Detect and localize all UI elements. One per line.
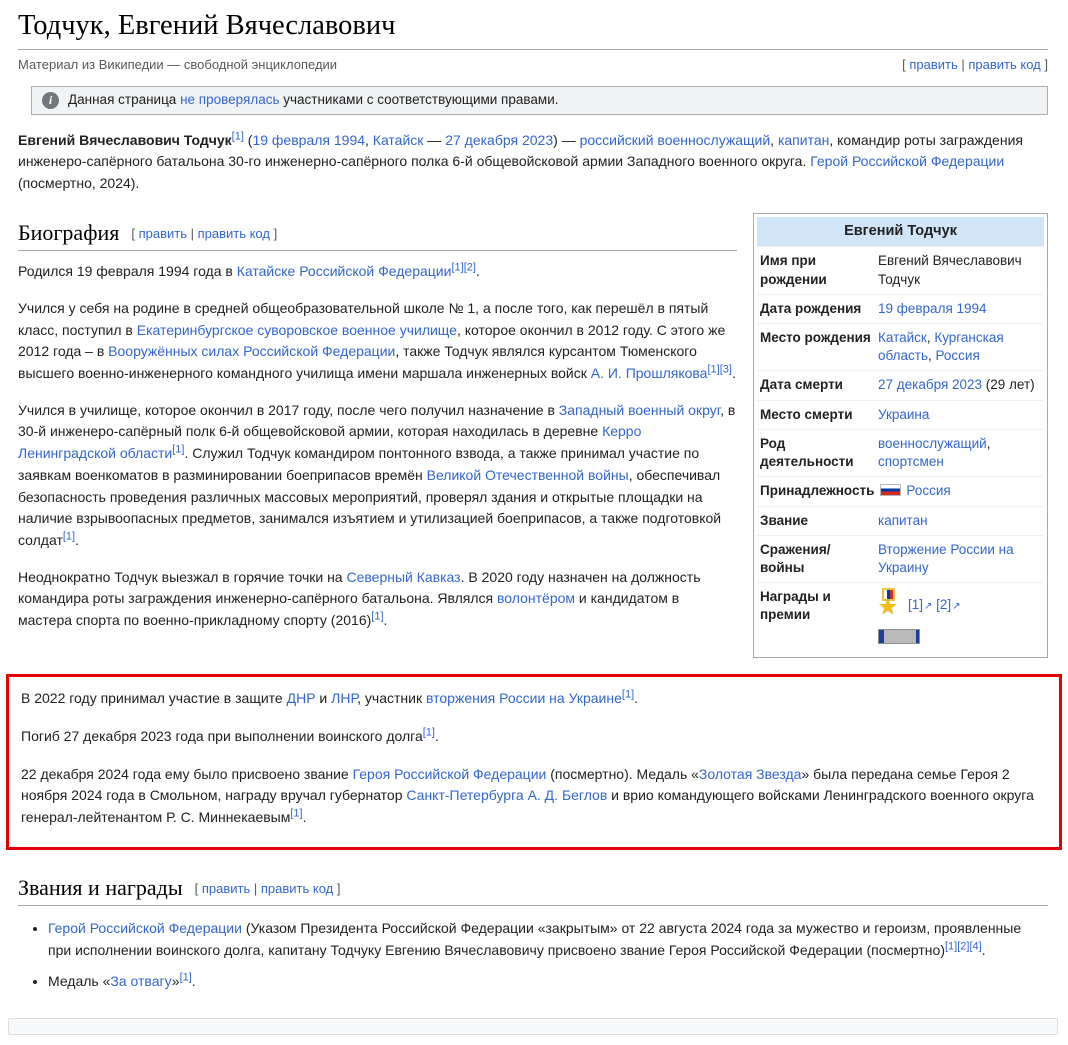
- text: .: [191, 972, 196, 989]
- reference-superscript: [180, 971, 192, 983]
- wiki-link[interactable]: Западный военный округ: [558, 401, 721, 418]
- page-title: Тодчук, Евгений Вячеславович: [18, 8, 1048, 50]
- text: (29 лет): [982, 377, 1035, 393]
- text: .: [75, 531, 79, 548]
- infobox: [753, 213, 1048, 659]
- text: , в 30-й инженеро-сапёрный полк 6-й общевойсковой армии, которая находилась в деревне: [18, 401, 736, 440]
- reference-link[interactable]: [1]: [231, 130, 244, 143]
- wiki-link[interactable]: российский военнослужащий: [579, 131, 771, 148]
- infobox-field-value: [878, 252, 1041, 288]
- section-heading-biography: [18, 219, 737, 252]
- highlighted-paragraph: [21, 726, 1046, 748]
- reference-link[interactable]: [1]: [621, 688, 635, 701]
- text: участниками с соответствующими правами.: [279, 91, 559, 107]
- text: Евгений Вячеславович Тодчук: [878, 253, 1022, 287]
- text: .: [981, 942, 986, 959]
- infobox-row: [757, 400, 1044, 429]
- infobox-field-value: [878, 588, 1041, 649]
- text: .: [475, 263, 480, 280]
- wiki-link[interactable]: Катайск: [372, 131, 424, 148]
- wiki-link[interactable]: капитан: [878, 512, 928, 528]
- text: , участник: [357, 690, 426, 707]
- medal-za-otvagu-ribbon-icon: [878, 629, 920, 644]
- wiki-link[interactable]: Герой Российской Федерации: [48, 920, 242, 937]
- text: и врио командующего войсками Ленинградского военного округа генерал-лейтенантом Р. С. Миннекаевым: [21, 787, 1034, 826]
- reference-link[interactable]: [1]: [371, 610, 384, 623]
- highlighted-paragraph: [21, 688, 1046, 710]
- wiki-link[interactable]: А. Д. Беглов: [527, 787, 608, 804]
- wiki-link[interactable]: Вторжение России на Украину: [878, 541, 1014, 575]
- wiki-link[interactable]: Ленинградской области: [18, 445, 173, 462]
- reference-superscript: [371, 610, 383, 622]
- infobox-field-value: [878, 329, 1041, 365]
- reference-superscript: [63, 530, 75, 542]
- infobox-field-label: Звание: [760, 512, 809, 528]
- bracket: [: [131, 225, 139, 241]
- wiki-link[interactable]: Керро: [602, 423, 642, 440]
- text: , командир роты заграждения инженеро-сапёрного батальона 30-го инженерно-сапёрного полка 6-й общевойсковой армии Западного военного округа.: [18, 131, 1023, 170]
- hero-of-russia-gold-star-icon: [878, 588, 900, 622]
- text: (Указом Президента Российской Федерации «закрытым» от 22 августа 2024 года за мужество и героизм, проявленные при исполнении воинского долга, капитану Тодчуку Евгению Вячеславовичу присвоено звание Героя Российской Федерации (посмертно): [48, 920, 1022, 959]
- infobox-field-value: [878, 376, 1041, 394]
- text: Погиб 27 декабря 2023 года при выполнении воинского долга: [21, 728, 423, 745]
- russia-flag-icon: [880, 484, 901, 496]
- reference-superscript: [232, 130, 244, 142]
- text: ,: [365, 131, 373, 148]
- reference-link[interactable]: [1]: [422, 726, 435, 739]
- reference-link[interactable]: [1]: [707, 363, 720, 376]
- reference-superscript: [720, 363, 732, 375]
- text: и кандидатом в мастера спорта по военно-прикладному спорту (2016): [18, 590, 680, 628]
- text: Неоднократно Тодчук выезжал в горячие точки на: [18, 568, 347, 585]
- wiki-link[interactable]: Екатеринбургское суворовское военное училище: [136, 321, 457, 338]
- reference-link[interactable]: [1]: [290, 807, 303, 820]
- wiki-link[interactable]: вторжения России на Украине: [426, 690, 622, 707]
- wiki-link[interactable]: волонтёром: [497, 590, 576, 607]
- catlinks-box: [8, 1018, 1058, 1035]
- highlighted-paragraphs: [21, 688, 1046, 828]
- reference-superscript: [172, 444, 184, 456]
- infobox-field-value: [878, 406, 1041, 424]
- wiki-link[interactable]: не проверялась: [180, 91, 280, 107]
- bracket: ]: [333, 880, 341, 896]
- external-link-icon: ↗: [952, 600, 961, 612]
- award-list-item: [48, 971, 1048, 993]
- site-tagline: Материал из Википедии — свободной энциклопедии: [18, 56, 338, 72]
- text: Данная страница: [68, 91, 181, 107]
- highlighted-paragraph: [21, 764, 1046, 829]
- text: ) —: [553, 131, 580, 148]
- edit-link[interactable]: править: [138, 225, 187, 241]
- section-title: Биография: [18, 219, 120, 245]
- edit-source-link[interactable]: править код: [968, 56, 1041, 72]
- reference-link[interactable]: [2]: [463, 261, 476, 274]
- infobox-field-label: Дата смерти: [760, 377, 843, 393]
- wiki-link[interactable]: За отвагу: [110, 972, 172, 989]
- infobox-field-label: Имя при рождении: [760, 253, 827, 287]
- text: Родился 19 февраля 1994 года в: [18, 263, 237, 280]
- wiki-link[interactable]: Катайск: [878, 329, 927, 345]
- award-list-item: [48, 918, 1048, 961]
- wiki-link[interactable]: Россия: [906, 483, 951, 499]
- infobox-row: [757, 476, 1044, 505]
- wiki-link[interactable]: Северный Кавказ: [346, 568, 461, 585]
- infobox-field-label: Место рождения: [760, 329, 871, 345]
- text: Учился у себя на родине в средней общеобразовательной школе № 1, а после того, как перешёл в пятый класс, поступил в: [18, 300, 709, 338]
- infobox-row: [757, 535, 1044, 582]
- section-title: Звания и награды: [18, 874, 183, 900]
- text: и: [315, 690, 332, 707]
- wiki-link[interactable]: Россия: [935, 348, 980, 364]
- infobox-row: [757, 294, 1044, 323]
- infobox-row: [757, 370, 1044, 399]
- text: .: [731, 365, 736, 382]
- text: ,: [986, 435, 991, 451]
- separator: |: [250, 880, 261, 896]
- bold-text: Евгений Вячеславович Тодчук: [18, 131, 232, 148]
- wiki-link[interactable]: 27 декабря 2023: [445, 131, 554, 148]
- lead-paragraph: [18, 130, 1048, 195]
- reference-superscript: [707, 363, 719, 375]
- text: (посмертно). Медаль «: [546, 765, 699, 782]
- wiki-link[interactable]: 27 декабря 2023: [878, 377, 983, 393]
- reference-superscript: [622, 689, 634, 701]
- text: (: [243, 131, 253, 148]
- wiki-link[interactable]: Вооружённых силах Российской Федерации: [108, 343, 396, 360]
- infobox-row: [757, 582, 1044, 654]
- wiki-link[interactable]: капитан: [777, 131, 830, 148]
- infobox-field-value: [878, 541, 1041, 577]
- wiki-link[interactable]: спортсмен: [878, 454, 944, 470]
- edit-link[interactable]: править: [201, 880, 251, 896]
- text: В 2022 году принимал участие в защите: [21, 690, 287, 707]
- reference-superscript: [451, 262, 463, 274]
- reference-superscript: [945, 940, 957, 952]
- text: »: [171, 972, 180, 989]
- edit-source-link[interactable]: править код: [197, 225, 270, 241]
- wiki-link[interactable]: Санкт-Петербурга: [406, 787, 524, 804]
- reference-link[interactable]: [2]: [957, 940, 970, 953]
- reference-superscript: [290, 807, 302, 819]
- reference-link[interactable]: [3]: [719, 363, 732, 376]
- bracket: ]: [1040, 56, 1048, 72]
- text: —: [423, 131, 446, 148]
- infobox-row: [757, 506, 1044, 535]
- text: Учился в училище, которое окончил в 2017 году, после чего получил назначение в: [18, 401, 559, 418]
- wiki-link[interactable]: Курганская область: [878, 329, 1004, 364]
- banner-text: [68, 90, 559, 111]
- wiki-link[interactable]: ЛНР: [331, 690, 358, 707]
- infobox-field-label: Награды и премии: [760, 589, 831, 623]
- edit-source-link[interactable]: править код: [260, 880, 334, 896]
- edit-link[interactable]: править: [909, 56, 958, 72]
- text: ,: [926, 329, 935, 345]
- infobox-rows: [757, 246, 1044, 654]
- page-edit-links: [902, 55, 1048, 75]
- reference-link[interactable]: [1]: [172, 443, 185, 456]
- infobox-field-label: Сражения/войны: [760, 541, 831, 575]
- wiki-link[interactable]: Героя Российской Федерации: [352, 765, 547, 782]
- infobox-field-value: [878, 300, 1041, 318]
- infobox-row: [757, 429, 1044, 476]
- page-status-banner: [31, 86, 1048, 115]
- bracket: ]: [269, 225, 278, 241]
- external-link-icon: ↗: [924, 600, 933, 612]
- reference-link[interactable]: [1]: [62, 530, 76, 543]
- red-highlight-box: [6, 674, 1062, 849]
- section-edit-links: [195, 881, 341, 896]
- infobox-field-label: Дата рождения: [760, 300, 862, 316]
- infobox-row: [757, 246, 1044, 293]
- wiki-link[interactable]: А. И. Прошлякова: [590, 365, 708, 382]
- wiki-link[interactable]: Герой Российской Федерации: [810, 153, 1005, 170]
- text: .: [634, 690, 639, 707]
- separator: |: [186, 225, 198, 241]
- text: .: [302, 809, 307, 826]
- wiki-link[interactable]: военнослужащий: [878, 435, 987, 451]
- reference-link[interactable]: [1]: [944, 940, 958, 953]
- reference-link[interactable]: [1]: [179, 971, 192, 984]
- wiki-link[interactable]: Российской Федерации: [299, 263, 452, 280]
- wiki-link[interactable]: 19 февраля 1994: [878, 300, 987, 316]
- bracket: [: [902, 56, 910, 72]
- wiki-link[interactable]: Украина: [878, 406, 930, 422]
- external-link[interactable]: [2]↗: [936, 596, 961, 612]
- text: ,: [928, 348, 936, 364]
- reference-superscript: [423, 726, 435, 738]
- external-link[interactable]: [1]↗: [908, 596, 933, 612]
- wiki-link[interactable]: Катайске: [236, 263, 296, 280]
- reference-superscript: [969, 940, 981, 952]
- reference-link[interactable]: [1]: [451, 261, 464, 274]
- infobox-field-value: [878, 512, 1041, 530]
- text: » была передана семье Героя 2 ноября 2024 года в Смольном, награду вручал губернатор: [21, 765, 1010, 804]
- infobox-field-value: [880, 482, 1041, 500]
- text: . Служил Тодчук командиром понтонного взвода, а также принимал участие по заявкам военкоматов в разминировании боеприпасов времён: [18, 445, 700, 483]
- infobox-field-label: Принадлежность: [760, 483, 875, 499]
- reference-superscript: [464, 262, 476, 274]
- bracket: [: [194, 880, 202, 896]
- text: (посмертно, 2024).: [18, 175, 140, 192]
- wiki-link[interactable]: ДНР: [286, 690, 316, 707]
- infobox-title: Евгений Тодчук: [757, 217, 1044, 247]
- info-icon: i: [42, 92, 59, 109]
- infobox-field-label: Род деятельности: [760, 435, 854, 470]
- text: .: [434, 728, 439, 745]
- text: , также Тодчук являлся курсантом Тюменского высшего военно-инженерного командного училища имени маршала инженерных войск: [18, 343, 697, 382]
- section-edit-links: [131, 226, 277, 241]
- infobox-field-label: Место смерти: [760, 406, 853, 422]
- text: Медаль «: [48, 972, 111, 989]
- text: .: [383, 611, 388, 628]
- text: . В 2020 году назначен на должность командира роты заграждения инженерно-сапёрного батальона. Являлся: [18, 568, 701, 607]
- awards-list: [26, 918, 1048, 992]
- text: 22 декабря 2024 года ему было присвоено звание: [21, 765, 353, 782]
- separator: |: [957, 56, 969, 72]
- wiki-link[interactable]: 19 февраля 1994: [252, 131, 366, 148]
- wiki-link[interactable]: Золотая Звезда: [698, 765, 802, 782]
- text: ,: [770, 131, 778, 148]
- wiki-link[interactable]: Великой Отечественной войны: [426, 466, 629, 483]
- infobox-field-value: [878, 435, 1041, 471]
- reference-link[interactable]: [4]: [969, 940, 982, 953]
- text: , которое окончил в 2012 году. С этого же 2012 года – в: [18, 321, 726, 360]
- section-heading-awards: [18, 874, 1048, 907]
- text: , обеспечивал безопасность проведения различных массовых мероприятий, проверял здания и открытые площадки на наличие взрывоопасных предметов, занимался изъятием и утилизацией боеприпасов, а также подготовкой солдат: [18, 466, 722, 548]
- subheader: [18, 55, 1048, 75]
- reference-superscript: [957, 940, 969, 952]
- infobox-row: [757, 323, 1044, 370]
